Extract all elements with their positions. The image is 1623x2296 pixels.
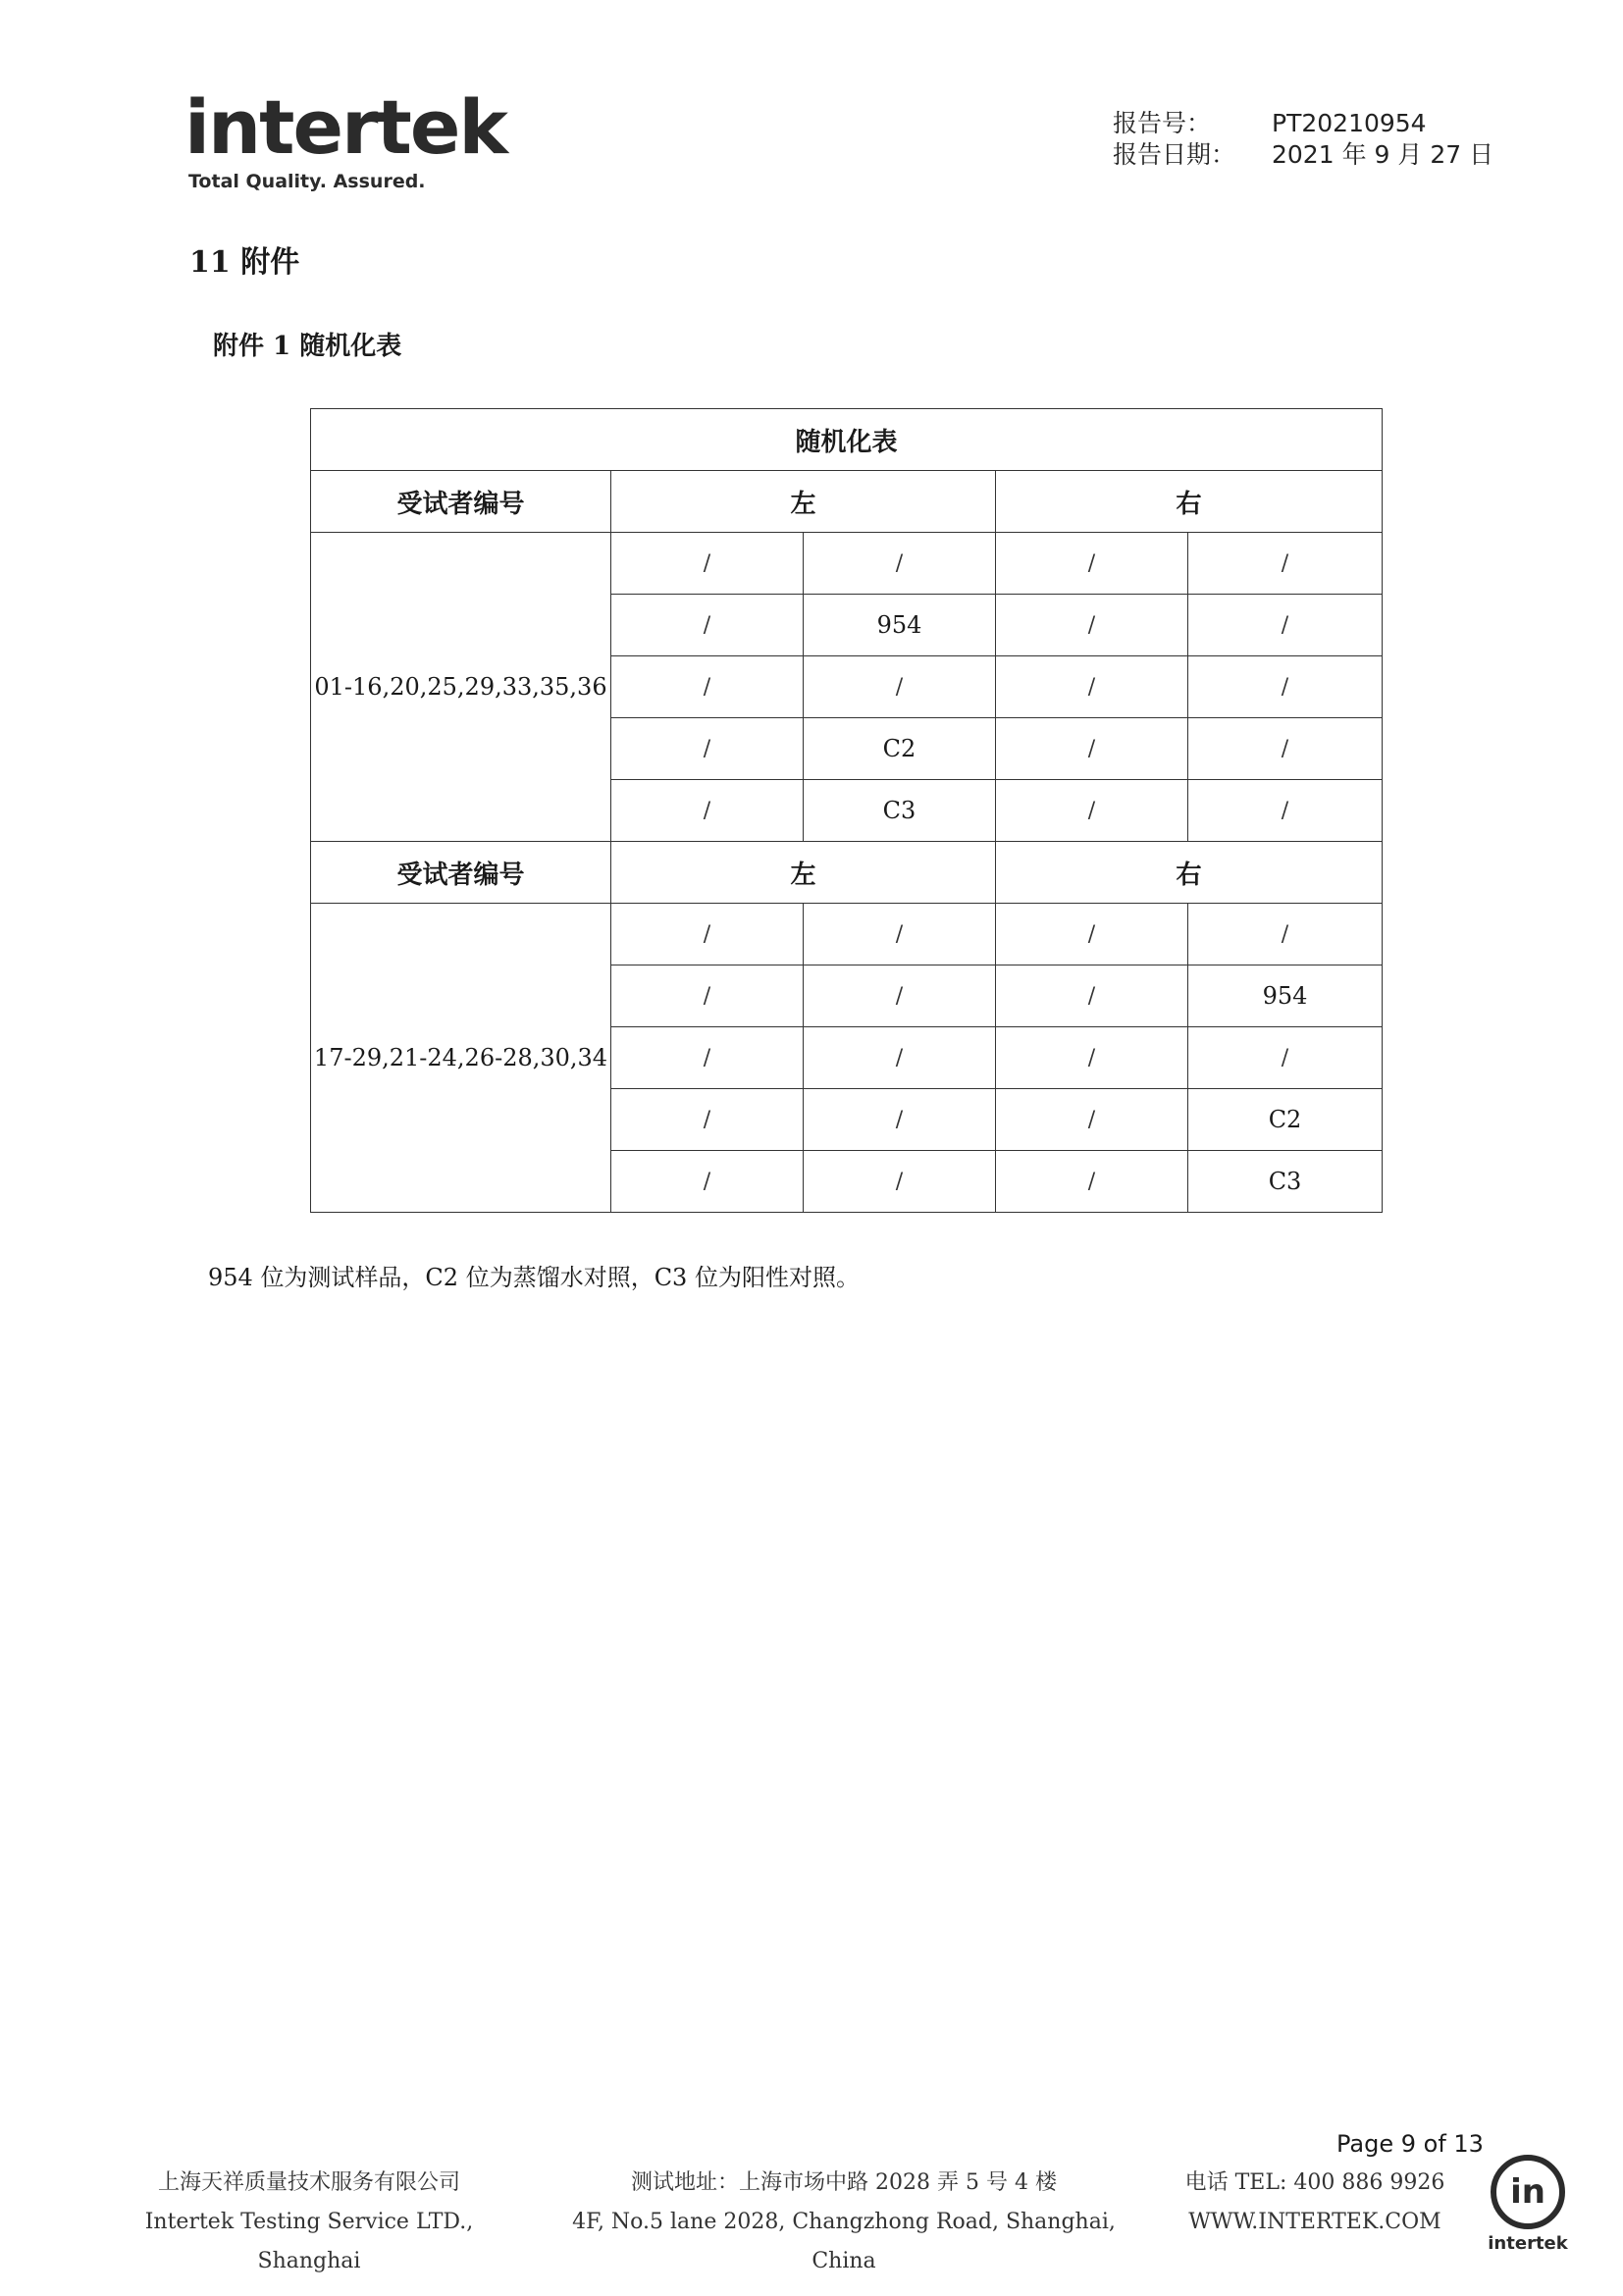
table-cell: / <box>1188 718 1383 780</box>
intertek-badge-icon: in <box>1491 2155 1565 2229</box>
table-cell: / <box>611 965 804 1027</box>
table-note: 954 位为测试样品，C2 位为蒸馏水对照，C3 位为阳性对照。 <box>208 1264 860 1291</box>
footer-contact <box>1168 2164 1462 2242</box>
table-cell: 954 <box>804 595 996 656</box>
table-cell: / <box>1188 780 1383 842</box>
table-cell: / <box>611 1089 804 1151</box>
table-cell: / <box>1188 904 1383 965</box>
table-cell: C3 <box>1188 1151 1383 1213</box>
company-name-cn: 上海天祥质量技术服务有限公司 <box>157 2170 460 2195</box>
right-header: 右 <box>996 471 1383 533</box>
company-logo <box>184 83 506 192</box>
table-cell: C2 <box>1188 1089 1383 1151</box>
table-cell: / <box>611 595 804 656</box>
table-cell: / <box>1188 595 1383 656</box>
annex-title: 附件 1 随机化表 <box>213 332 402 361</box>
report-date-label: 报告日期： <box>1113 140 1236 169</box>
table-cell: / <box>1188 656 1383 718</box>
report-number: PT20210954 <box>1272 109 1427 137</box>
table-cell: / <box>996 904 1188 965</box>
table-cell: 954 <box>1188 965 1383 1027</box>
table-cell: / <box>611 904 804 965</box>
table-cell: / <box>804 904 996 965</box>
subject-ids: 17-29,21-24,26-28,30,34 <box>311 904 611 1213</box>
subject-id-header: 受试者编号 <box>311 471 611 533</box>
footer-address <box>550 2164 1138 2281</box>
table-cell: / <box>804 965 996 1027</box>
table-cell: / <box>611 1027 804 1089</box>
logo-wordmark: intertek <box>184 83 506 171</box>
company-name-en: Intertek Testing Service LTD., Shanghai <box>144 2210 474 2273</box>
table-cell: / <box>996 1027 1188 1089</box>
report-meta <box>1113 108 1493 171</box>
table-cell: / <box>611 656 804 718</box>
footer-company <box>98 2164 520 2281</box>
table-cell: / <box>996 1151 1188 1213</box>
address-en: 4F, No.5 lane 2028, Changzhong Road, Shanghai, China <box>572 2210 1116 2273</box>
left-header: 左 <box>611 842 996 904</box>
table-cell: / <box>804 533 996 595</box>
table-cell: / <box>611 718 804 780</box>
table-row <box>311 904 1383 965</box>
table-cell: / <box>996 533 1188 595</box>
left-header: 左 <box>611 471 996 533</box>
table-cell: / <box>996 780 1188 842</box>
table-cell: C2 <box>804 718 996 780</box>
table-header-row <box>311 471 1383 533</box>
table-cell: / <box>611 1151 804 1213</box>
table-cell: / <box>611 533 804 595</box>
table-cell: / <box>611 780 804 842</box>
logo-tagline: Total Quality. Assured. <box>188 171 426 192</box>
footer-logo-word: intertek <box>1488 2233 1568 2254</box>
section-title: 11 附件 <box>189 245 300 280</box>
table-cell: / <box>996 595 1188 656</box>
subject-ids: 01-16,20,25,29,33,35,36 <box>311 533 611 842</box>
report-number-label: 报告号： <box>1113 109 1212 137</box>
table-row <box>311 533 1383 595</box>
table-cell: / <box>804 1151 996 1213</box>
address-cn: 测试地址：上海市场中路 2028 弄 5 号 4 楼 <box>631 2170 1057 2195</box>
footer-logo <box>1484 2155 1572 2254</box>
table-cell: / <box>804 1027 996 1089</box>
right-header: 右 <box>996 842 1383 904</box>
table-cell: / <box>1188 533 1383 595</box>
table-cell: / <box>996 1089 1188 1151</box>
table-cell: C3 <box>804 780 996 842</box>
telephone: 电话 TEL: 400 886 9926 <box>1184 2170 1445 2195</box>
table-title: 随机化表 <box>311 409 1383 471</box>
table-cell: / <box>804 656 996 718</box>
table-header-row <box>311 842 1383 904</box>
table-title-row <box>311 409 1383 471</box>
table-cell: / <box>996 718 1188 780</box>
table-cell: / <box>996 965 1188 1027</box>
report-date: 2021 年 9 月 27 日 <box>1272 140 1494 169</box>
randomization-table <box>310 408 1383 1213</box>
website: WWW.INTERTEK.COM <box>1188 2210 1441 2234</box>
table-cell: / <box>804 1089 996 1151</box>
subject-id-header: 受试者编号 <box>311 842 611 904</box>
table-cell: / <box>996 656 1188 718</box>
table-cell: / <box>1188 1027 1383 1089</box>
page-number: Page 9 of 13 <box>1336 2130 1484 2158</box>
